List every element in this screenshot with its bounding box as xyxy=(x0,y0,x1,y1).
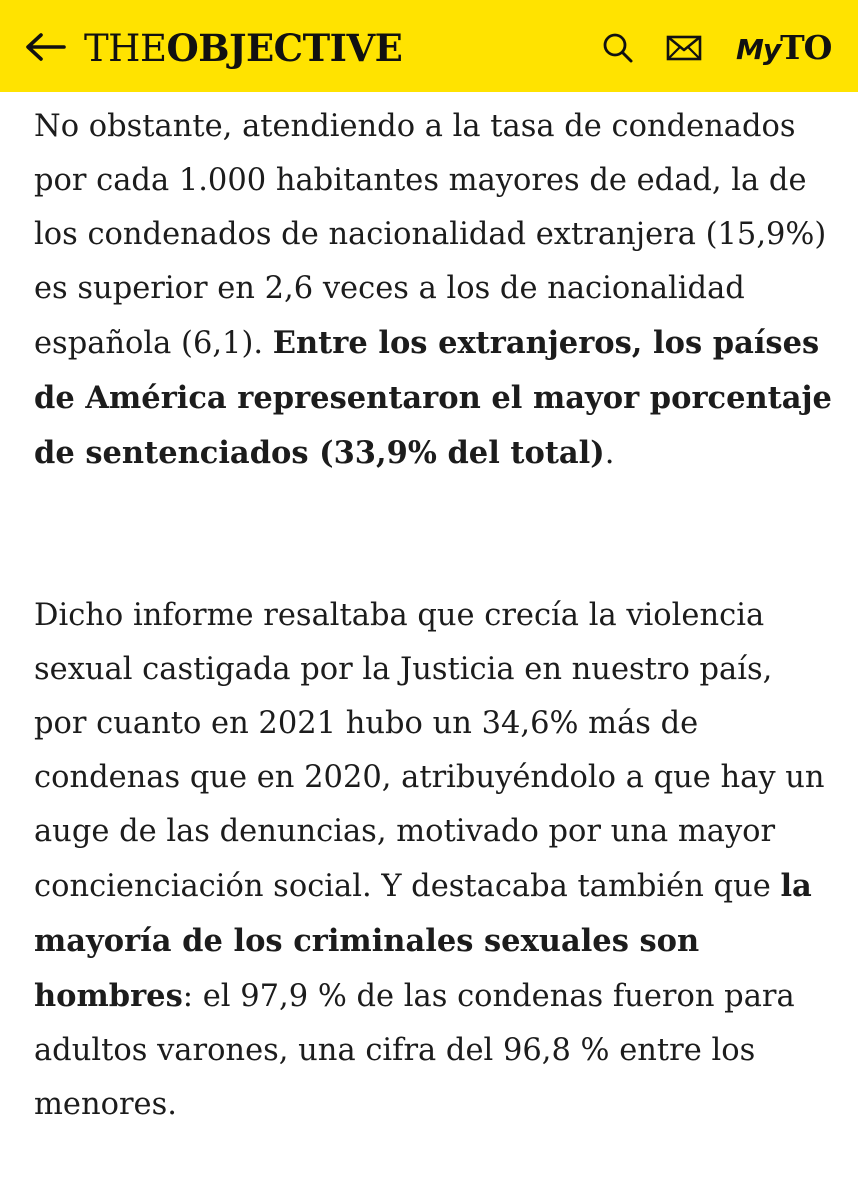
logo-objective-text: OBJECTIVE xyxy=(166,26,403,70)
mail-icon xyxy=(666,34,702,62)
search-icon xyxy=(602,32,634,64)
article-paragraph-1 xyxy=(34,100,834,481)
paragraph-text: . xyxy=(604,436,615,471)
paragraph-bold-text: la mayoría de los criminales sexuales son hombres xyxy=(34,868,812,1014)
article-body xyxy=(34,100,834,1132)
newsletter-button[interactable] xyxy=(664,28,704,68)
paragraph-text: : el 97,9 % de las condenas fueron para adultos varones, una cifra del 96,8 % entre los menores. xyxy=(34,979,795,1122)
back-button[interactable] xyxy=(20,22,70,72)
paragraph-text: No obstante, atendiendo a la tasa de condenados por cada 1.000 habitantes mayores de edad, la de los condenados de nacionalidad extranjera (15,9%) es superior en 2,6 veces a los de nacionalidad española (6,1). xyxy=(34,109,827,361)
paragraph-text: Dicho informe resaltaba que crecía la violencia sexual castigada por la Justicia en nuestro país, por cuanto en 2021 hubo un 34,6% más de condenas que en 2020, atribuyéndolo a que hay un auge de las denuncias, motivado por una mayor concienciación social. Y destacaba también que xyxy=(34,598,825,904)
article-paragraph-2 xyxy=(34,589,834,1132)
paragraph-bold-text: Entre los extranjeros, los países de América representaron el mayor porcentaje de sentenciados (33,9% del total) xyxy=(34,325,832,471)
logo-the-text: THE xyxy=(84,27,167,70)
top-navigation-bar xyxy=(0,0,858,92)
site-logo[interactable] xyxy=(84,26,402,71)
myto-account-button[interactable] xyxy=(736,28,831,68)
arrow-left-icon xyxy=(24,32,66,62)
myto-my-text: My xyxy=(736,33,781,66)
myto-to-text: TO xyxy=(780,28,832,67)
search-button[interactable] xyxy=(598,28,638,68)
